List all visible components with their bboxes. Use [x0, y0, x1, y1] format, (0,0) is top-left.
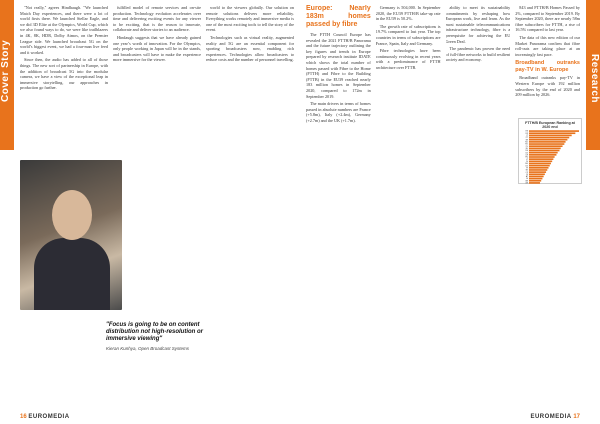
chart-category-label: RO: [525, 144, 528, 147]
chart-category-label: DK: [525, 165, 528, 168]
chart-bar: [529, 174, 545, 176]
pull-quote-text: "Focus is going to be on content distribution not high-resolution or immersive viewing": [106, 322, 203, 343]
pull-quote-attribution: Kieran Kunhya, Open Broadcast Systems: [106, 345, 190, 351]
paragraph: fulfilled model of remote services and on-site production. Technology evolution accelerates over time and delivering exciting events for any viewer to be exciting, that is the reason to innovate, collaborate and deliver stories to an audience.: [113, 5, 201, 33]
chart-category-label: SE: [525, 139, 528, 142]
chart-category-label: NL: [525, 148, 528, 151]
paragraph: 843 and FTTH/B Homes Passed by 2%, compared to September 2019. By September 2020, there are nearly 58m fibre subscribers for FTTH, a rise of 16.5% compared to last year.: [515, 5, 580, 33]
article-headline: Europe: Nearly 183m homes passed by fibre: [306, 5, 371, 28]
chart-bar: [529, 178, 542, 180]
chart-category-label: FR: [525, 133, 528, 136]
chart-bar: [529, 137, 569, 139]
chart-bar: [529, 170, 547, 172]
paragraph: "Not really," agrees Hindhaugh. "We launched Match Day experiences, and there were a lot of world firsts there. We launched Stellar Eagle, and we did 3D Elite at the Olympics, World Cup, which we also found ways to do, we were like trailblazers in 4K, 8K, HDR, Dolby Atmos, on the Premier League side. We launched broadcast 5G on the world’s biggest event, we had a four-man live feed and it worked.: [20, 5, 108, 55]
chart-category-label: GR: [525, 182, 528, 185]
paragraph: Hindaugh suggests that we have already gained one year’s worth of innovation. For the Olympics, only people working in Japan will be in the stands, and broadcasters will have to make the experience more immersive for the viewer.: [113, 34, 201, 63]
section-tab-research: Research: [586, 0, 600, 150]
chart-bar: [529, 159, 553, 161]
chart-bar: [529, 167, 549, 169]
paragraph: The main drivers in terms of homes passed in absolute numbers are France (+5.8m), Italy (+2.4m), Germany (+2.7m) and the UK (+1.7m).: [306, 101, 371, 123]
chart-bar: [529, 141, 566, 143]
chart-bar: [529, 157, 555, 159]
section-tab-cover-story: Cover Story: [0, 0, 14, 150]
chart-bar: [529, 176, 544, 178]
chart-bar: [529, 163, 551, 165]
chart-category-label: FI: [526, 167, 528, 170]
chart-category-label: AT: [525, 176, 528, 179]
chart-category-label: BG: [525, 163, 528, 166]
chart-bar: [529, 139, 567, 141]
chart-category-label: LV: [525, 161, 528, 164]
chart-category-label: IT: [526, 135, 528, 138]
paragraph: ability to meet its sustainability commitments by reshaping how European work, live and learn. As the most sustainable telecommunications infrastructure technology, fibre is a prerequisite for achieving the EU Green Deal.: [445, 5, 511, 44]
chart-bar: [529, 165, 550, 167]
paragraph: world to the viewers globally. Our solution on remote solutions delivers more reliability. Everything works remotely and immersive media is one of the most exciting tools to tell the story of the event.: [206, 5, 294, 33]
chart-category-label: IE: [526, 178, 528, 181]
chart-category-label: SK: [525, 170, 528, 173]
chart-svg: [521, 130, 581, 184]
sub-headline: Broadband outranks pay-TV in W. Europe: [515, 60, 580, 73]
paragraph: The growth rate of subscriptions is 19.7% compared to last year. The top countries in terms of subscriptions are France, Spain, Italy and Germany.: [375, 23, 441, 46]
chart-bar: [529, 154, 556, 156]
paragraph: The data of this new edition of our Market Panorama confirm that fibre roll-outs are taking place at an increasingly fast pace.: [515, 34, 580, 57]
chart-bar: [529, 152, 558, 154]
magazine-name: EUROMEDIA: [530, 414, 572, 420]
chart-category-label: BE: [525, 180, 528, 183]
chart-bar: [529, 133, 575, 135]
chart-category-label: PT: [525, 137, 528, 140]
page-number: 16: [20, 414, 27, 420]
paragraph: The FTTH Council Europe has revealed the 2021 FTTH/B Panorama and the future trajectory outlining the key figures and trends in Europe prepared by research institute IDATE which shows the total number of homes passed with Fibre to the Home (FTTH) and Fibre to the Building (FTTB) in the EU39 reached nearly 183 million homes in September 2020, compared to 172m in September 2019.: [306, 32, 371, 99]
chart-bar: [529, 135, 572, 137]
chart-category-label: DE: [525, 150, 528, 153]
chart-category-label: CH: [525, 154, 528, 157]
portrait-body: [34, 238, 110, 310]
magazine-name: EUROMEDIA: [28, 414, 70, 420]
portrait-photo: [20, 160, 122, 310]
right-text-columns: [306, 5, 580, 404]
chart-bar: [529, 146, 563, 148]
article-column: [206, 5, 294, 404]
paragraph: Since then, the audio has added to all of those things. The new sort of partnership in Europe, with the addition of broadcast 5G into the modular camera, we have a view of the exceptional leap in immersive storytelling, our approaches in production go further.: [20, 57, 108, 91]
chart-category-label: NO: [525, 141, 528, 144]
chart-category-label: CZ: [525, 172, 528, 175]
left-footer: [20, 414, 70, 420]
paragraph: Fibre technologies have been continuously evolving in recent years with a predominance of FTTH architecture over FTTB.: [375, 48, 441, 70]
paragraph: Broadband outranks pay-TV in Western Europe with 192 million subscribers by the end of 2020 and 209 million by 2026.: [515, 75, 580, 98]
chart-category-label: SI: [526, 174, 528, 177]
pull-quote: [106, 322, 206, 351]
right-page: [300, 0, 600, 424]
article-column: [306, 5, 371, 404]
right-footer: [530, 414, 580, 420]
chart-category-label: PL: [525, 146, 528, 149]
chart-category-label: HU: [525, 157, 528, 160]
chart-bar: [529, 148, 561, 150]
chart-bar: [529, 161, 552, 163]
chart-category-label: UK: [525, 152, 528, 155]
paragraph: Technologies such as virtual reality, augmented reality and 5G are an essential component for sporting broadcasters now, enabling rich experiences. Technologies allow broadcasters to reduce costs and the number of personnel travelling.: [206, 34, 294, 63]
chart-bar: [529, 144, 564, 146]
ranking-chart: [518, 118, 582, 184]
article-column: [515, 5, 580, 404]
chart-bar: [529, 150, 559, 152]
chart-bar: [529, 172, 546, 174]
chart-category-label: ES: [525, 131, 528, 134]
paragraph: Germany is 504,000. In September 2020, the EU39 FTTH/B take-up rate in the EU39 is 50.2%.: [375, 5, 441, 22]
paragraph: The pandemic has proven the need of full-fibre networks to build resilient society and economy.: [445, 46, 511, 63]
chart-title: FTTH/B European Ranking at 2020 end: [525, 121, 575, 130]
page-number: 17: [573, 414, 580, 420]
portrait-face: [52, 190, 92, 240]
chart-bar: [529, 131, 579, 133]
chart-category-label: LT: [526, 159, 528, 162]
article-column: [376, 5, 441, 404]
article-column: [446, 5, 511, 404]
chart-bar: [529, 180, 541, 182]
chart-bar: [529, 183, 540, 185]
